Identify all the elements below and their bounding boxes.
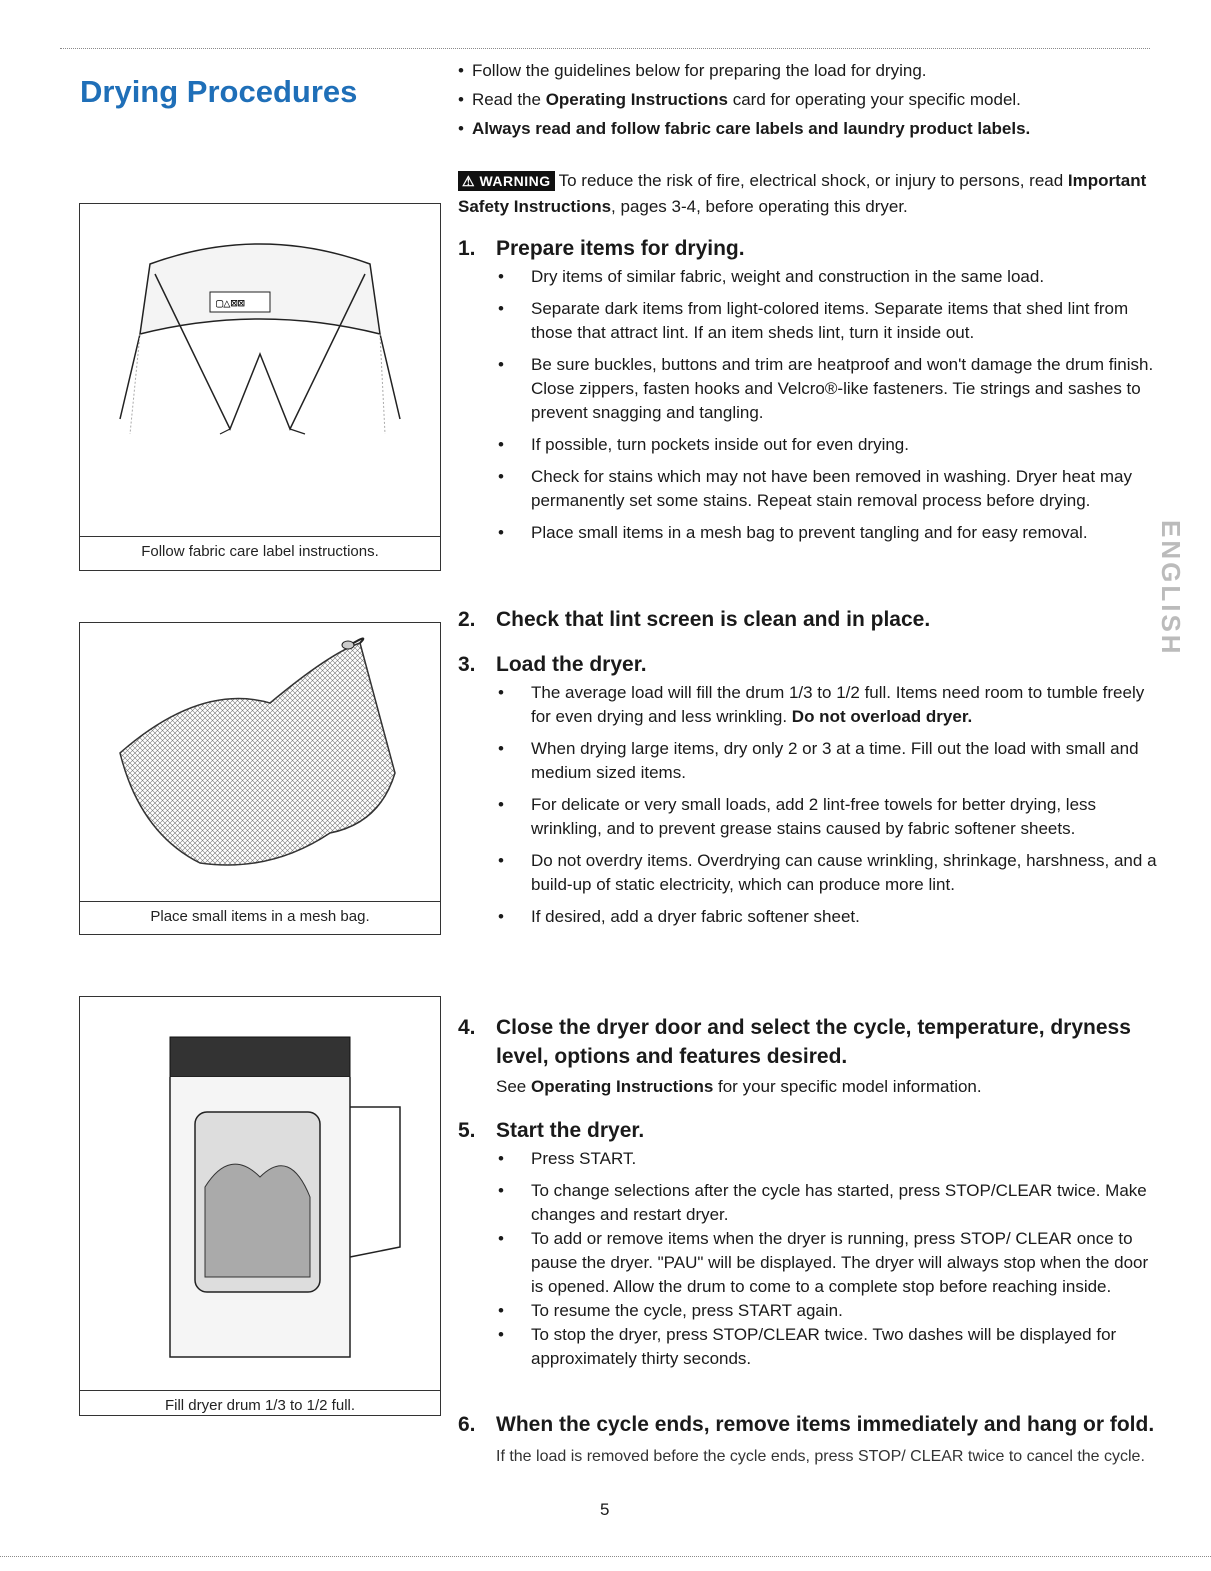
dryer-illustration xyxy=(80,997,440,1387)
warning-badge: ⚠ WARNING xyxy=(458,171,555,191)
bottom-rule xyxy=(0,1556,1211,1558)
intro-bullets xyxy=(458,56,1158,143)
language-tab: ENGLISH xyxy=(1156,520,1186,657)
step-4 xyxy=(458,1013,1158,1099)
list-item: • When drying large items, dry only 2 or 3 at a time. Fill out the load with small and medium sized items. xyxy=(496,737,1158,785)
figure-caption: Follow fabric care label instructions. xyxy=(80,536,440,570)
list-item: • Check for stains which may not have been removed in washing. Dryer heat may permanently set some stains. Repeat stain removal process before drying. xyxy=(496,465,1158,513)
step-3 xyxy=(458,650,1158,937)
list-item: • Be sure buckles, buttons and trim are heatproof and won't damage the drum finish. Close zippers, fasten hooks and Velcro®-like fasteners. Tie strings and sashes to prevent snagging and tangling. xyxy=(496,353,1158,425)
step-2 xyxy=(458,605,1158,634)
list-item: • For delicate or very small loads, add 2 lint-free towels for better drying, less wrinkling, and to prevent grease stains caused by fabric softener sheets. xyxy=(496,793,1158,841)
step-bullets xyxy=(458,265,1158,545)
intro-bullet: • Follow the guidelines below for preparing the load for drying. xyxy=(458,56,1158,85)
shirt-collar-illustration xyxy=(80,204,440,534)
step-text: See Operating Instructions for your specific model information. xyxy=(496,1077,982,1096)
figure-mesh-bag xyxy=(79,622,441,935)
list-item: • Place small items in a mesh bag to prevent tangling and for easy removal. xyxy=(496,521,1158,545)
step-1 xyxy=(458,234,1158,553)
top-rule xyxy=(60,48,1150,50)
step-heading: 1. Prepare items for drying. xyxy=(458,237,745,260)
list-item: • To change selections after the cycle has started, press STOP/CLEAR twice. Make changes and restart dryer. xyxy=(496,1179,1158,1227)
list-item: • Press START. xyxy=(496,1147,1158,1171)
page-number: 5 xyxy=(600,1500,610,1519)
list-item: • Do not overdry items. Overdrying can cause wrinkling, shrinkage, harshness, and a build-up of static electricity, which can produce more lint. xyxy=(496,849,1158,897)
step-heading: 6. When the cycle ends, remove items immediately and hang or fold. If the load is removed before the cycle ends, press STOP/ CLEAR twice to cancel the cycle. xyxy=(458,1413,1155,1465)
list-item: • To resume the cycle, press START again. xyxy=(496,1299,1158,1323)
figure-caption: Fill dryer drum 1/3 to 1/2 full. xyxy=(80,1390,440,1415)
page-title: Drying Procedures xyxy=(80,74,358,109)
list-item: • The average load will fill the drum 1/3 to 1/2 full. Items need room to tumble freely for even drying and less wrinkling. Do not overload dryer. xyxy=(496,681,1158,729)
step-heading: 2. Check that lint screen is clean and in place. xyxy=(458,608,931,631)
intro-bullet: • Read the Operating Instructions card for operating your specific model. xyxy=(458,85,1158,114)
step-heading: 5. Start the dryer. xyxy=(458,1119,645,1142)
list-item: • To stop the dryer, press STOP/CLEAR twice. Two dashes will be displayed for approximately thirty seconds. xyxy=(496,1323,1158,1371)
figure-dryer-drum xyxy=(79,996,441,1416)
list-item: • If desired, add a dryer fabric softener sheet. xyxy=(496,905,1158,929)
mesh-bag-illustration xyxy=(80,623,440,903)
list-item: • Dry items of similar fabric, weight and construction in the same load. xyxy=(496,265,1158,289)
list-item: • To add or remove items when the dryer is running, press STOP/ CLEAR once to pause the dryer. "PAU" will be displayed. The dryer will always stop when the door is opened. Allow the drum to come to a complete stop before reaching inside. xyxy=(496,1227,1158,1299)
step-5 xyxy=(458,1116,1158,1371)
step-bullets xyxy=(458,1147,1158,1371)
list-item: • Separate dark items from light-colored items. Separate items that shed lint from those that attract lint. If an item sheds lint, turn it inside out. xyxy=(496,297,1158,345)
step-heading: 4. Close the dryer door and select the cycle, temperature, dryness level, options and features desired. xyxy=(458,1016,1131,1068)
step-heading: 3. Load the dryer. xyxy=(458,653,647,676)
svg-text:▢△⊠⊠: ▢△⊠⊠ xyxy=(216,296,245,310)
step-bullets xyxy=(458,681,1158,929)
intro-bullet: • Always read and follow fabric care labels and laundry product labels. xyxy=(458,114,1158,143)
figure-fabric-care-label xyxy=(79,203,441,571)
warning-notice: ⚠ WARNING To reduce the risk of fire, electrical shock, or injury to persons, read Important Safety Instructions, pages 3-4, before operating this dryer. xyxy=(458,171,1147,216)
figure-caption: Place small items in a mesh bag. xyxy=(80,901,440,934)
step-6 xyxy=(458,1410,1158,1472)
list-item: • If possible, turn pockets inside out for even drying. xyxy=(496,433,1158,457)
